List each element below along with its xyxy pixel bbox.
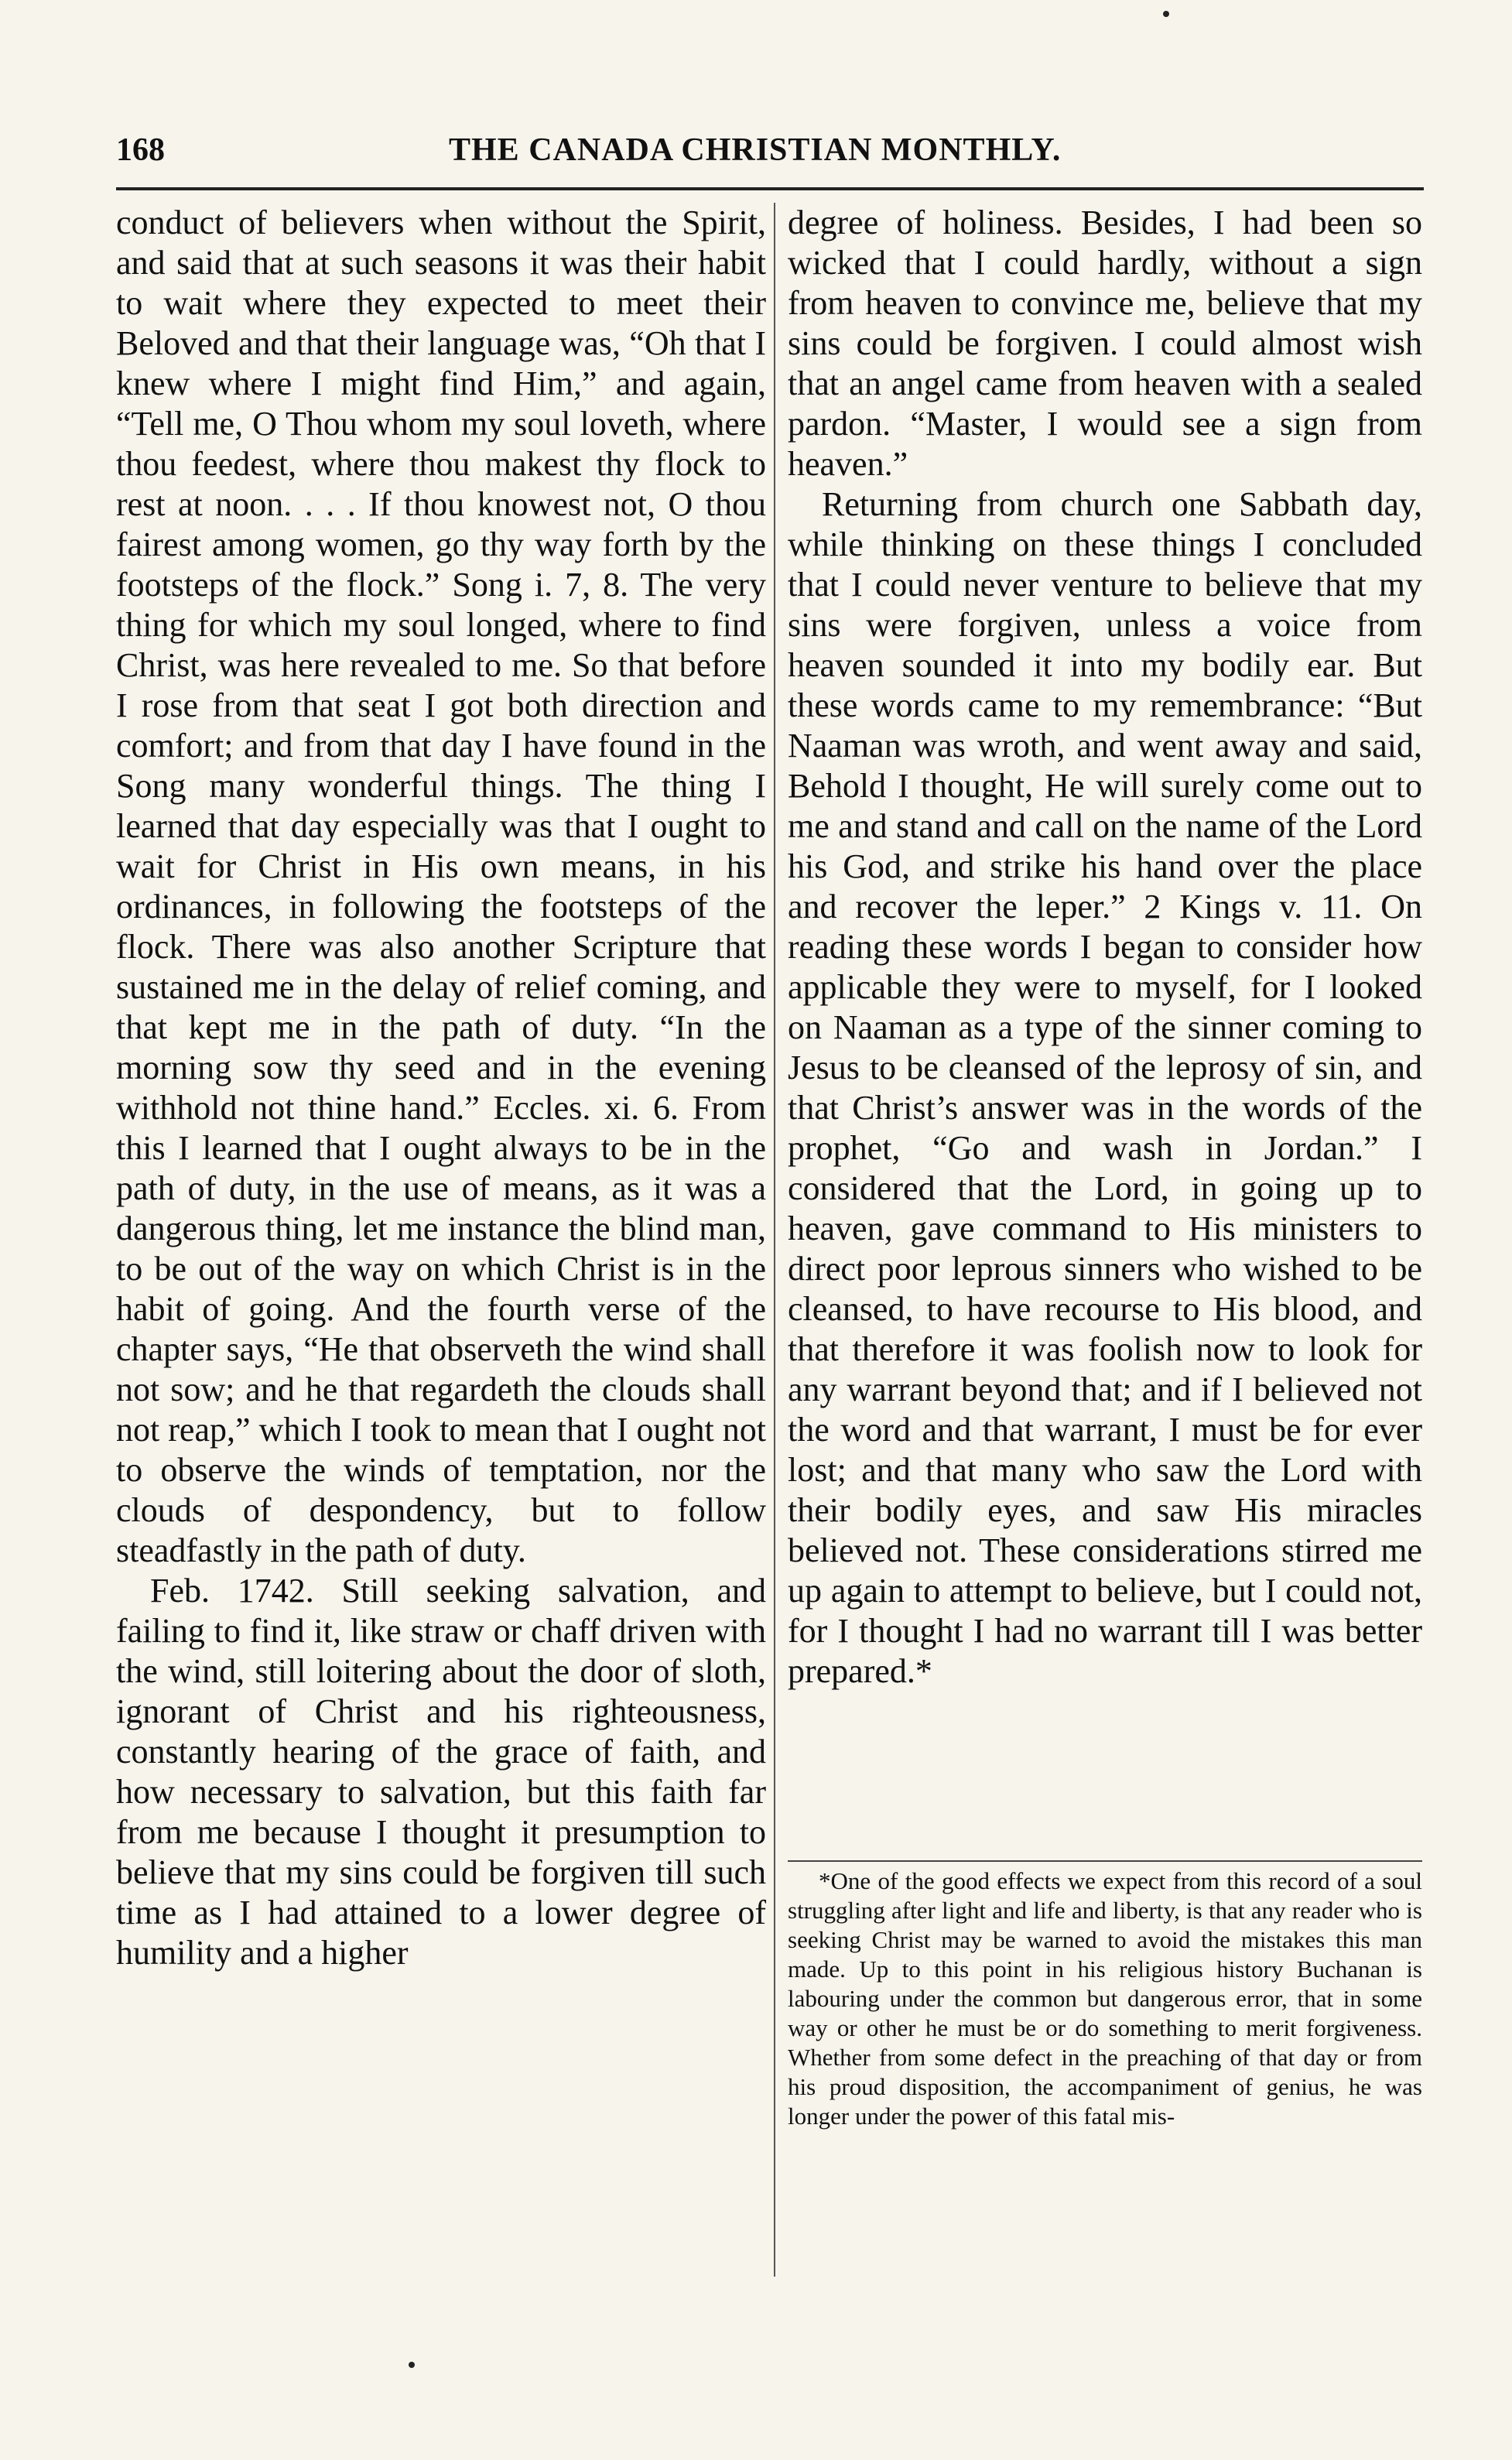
right-column (788, 203, 1422, 1692)
footnote-text: *One of the good effects we expect from this record of a soul struggling after light and life and liberty, is that any reader who is seeking Christ may be warned to avoid the mistakes this man made. Up to this point in his religious history Buchanan is labouring under the common but dangerous error, that in some way or other he must be or do something to merit forgiveness. Whether from some defect in the preaching of that day or from his proud disposition, the accompaniment of genius, he was longer under the power of this fatal mis- (788, 1867, 1422, 2130)
page-number: 168 (116, 132, 165, 168)
left-column (116, 203, 766, 1973)
right-paragraph-1: degree of holiness. Besides, I had been so wicked that I could hardly, without a sign from heaven to convince me, believe that my sins could be forgiven. I could almost wish that an angel came from heaven with a sealed pardon. “Master, I would see a sign from heaven.” (788, 204, 1422, 483)
left-paragraph-2: Feb. 1742. Still seeking salvation, and failing to find it, like straw or chaff driven with the wind, still loitering about the door of sloth, ignorant of Christ and his righteousness, constantly hearing of the grace of faith, and how necessary to salvation, but this faith far from me because I thought it presumption to believe that my sins could be forgiven till such time as I had attained to a lower degree of humility and a higher (116, 1572, 766, 1972)
running-title: THE CANADA CHRISTIAN MONTHLY. (449, 132, 1062, 168)
footnote-rule (788, 1860, 1422, 1862)
left-paragraph-1: conduct of believers when without the Spirit, and said that at such seasons it was their habit to wait where they expected to meet their Beloved and that their language was, “Oh that I knew where I might find Him,” and again, “Tell me, O Thou whom my soul loveth, where thou feedest, where thou makest thy flock to rest at noon. . . . If thou knowest not, O thou fairest among women, go thy way forth by the footsteps of the flock.” Song i. 7, 8. The very thing for which my soul longed, where to find Christ, was here revealed to me. So that before I rose from that seat I got both direction and comfort; and from that day I have found in the Song many wonderful things. The thing I learned that day especially was that I ought to wait for Christ in His own means, in his ordinances, in following the footsteps of the flock. There was also another Scripture that sustained me in the delay of relief coming, and that kept me in the path of duty. “In the morning sow thy seed and in the evening withhold not thine hand.” Eccles. xi. 6. From this I learned that I ought always to be in the path of duty, in the use of means, as it was a dangerous thing, let me instance the blind man, to be out of the way on which Christ is in the habit of going. And the fourth verse of the chapter says, “He that observeth the wind shall not sow; and he that regardeth the clouds shall not reap,” which I took to mean that I ought not to observe the winds of temptation, nor the clouds of despondency, but to follow steadfastly in the path of duty. (116, 204, 766, 1569)
right-paragraph-2: Returning from church one Sabbath day, while thinking on these things I concluded that I could never venture to believe that my sins were forgiven, unless a voice from heaven sounded it into my bodily ear. But these words came to my remembrance: “But Naaman was wroth, and went away and said, Behold I thought, He will surely come out to me and stand and call on the name of the Lord his God, and strike his hand over the place and recover the leper.” 2 Kings v. 11. On reading these words I began to consider how applicable they were to myself, for I looked on Naaman as a type of the sinner coming to Jesus to be cleansed of the leprosy of sin, and that Christ’s answer was in the words of the prophet, “Go and wash in Jordan.” I considered that the Lord, in going up to heaven, gave command to His ministers to direct poor leprous sinners who wished to be cleansed, to have recourse to His blood, and that therefore it was foolish now to look for any warrant beyond that; and if I believed not the word and that warrant, I must be for ever lost; and that many who saw the Lord with their bodily eyes, and saw His miracles believed not. These considerations stirred me up again to attempt to believe, but I could not, for I thought I had no warrant till I was better prepared.* (788, 485, 1422, 1690)
print-speck (1163, 11, 1169, 17)
print-speck (409, 2362, 415, 2368)
column-divider (774, 203, 775, 2277)
page-header (116, 132, 1424, 178)
footnote (788, 1866, 1422, 2131)
header-rule (116, 187, 1424, 190)
